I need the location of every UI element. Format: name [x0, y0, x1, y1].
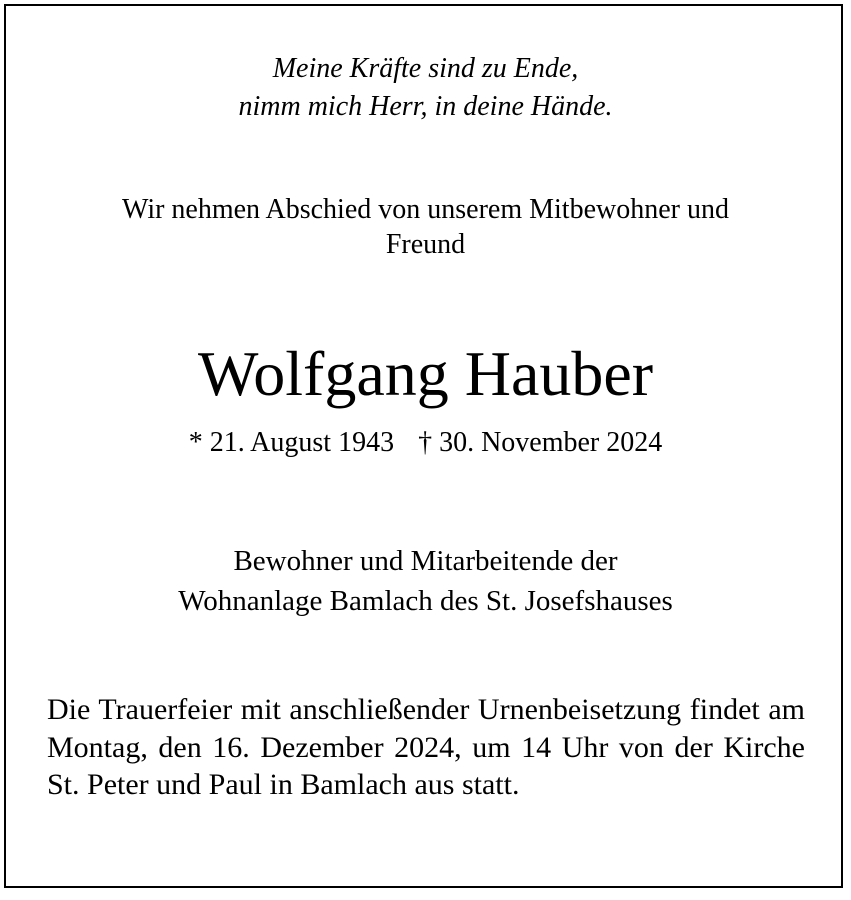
mourners-line-2: Wohnanlage Bamlach des St. Josefshauses [178, 585, 673, 617]
deceased-name: Wolfgang Hauber [197, 338, 654, 409]
mourners-line-1: Bewohner und Mitarbeitende der [233, 545, 618, 577]
farewell-intro-line-1: Wir nehmen Abschied von unserem Mitbewohner und [122, 194, 729, 225]
verse-line-2: nimm mich Herr, in deine Hände. [238, 91, 613, 122]
farewell-intro [0, 192, 851, 262]
verse [0, 50, 851, 126]
birth-date: * 21. August 1943 [188, 427, 395, 458]
verse-line-1: Meine Kräfte sind zu Ende, [272, 53, 579, 84]
mourners [0, 541, 851, 621]
funeral-details: Die Trauerfeier mit anschließender Urnenbeisetzung findet am Montag, den 16. Dezember 2024, um 14 Uhr von der Kirche St. Peter und Paul in Bamlach aus statt. [47, 693, 805, 801]
life-dates [0, 424, 851, 462]
death-date: † 30. November 2024 [418, 427, 663, 458]
farewell-intro-line-2: Freund [385, 229, 466, 260]
